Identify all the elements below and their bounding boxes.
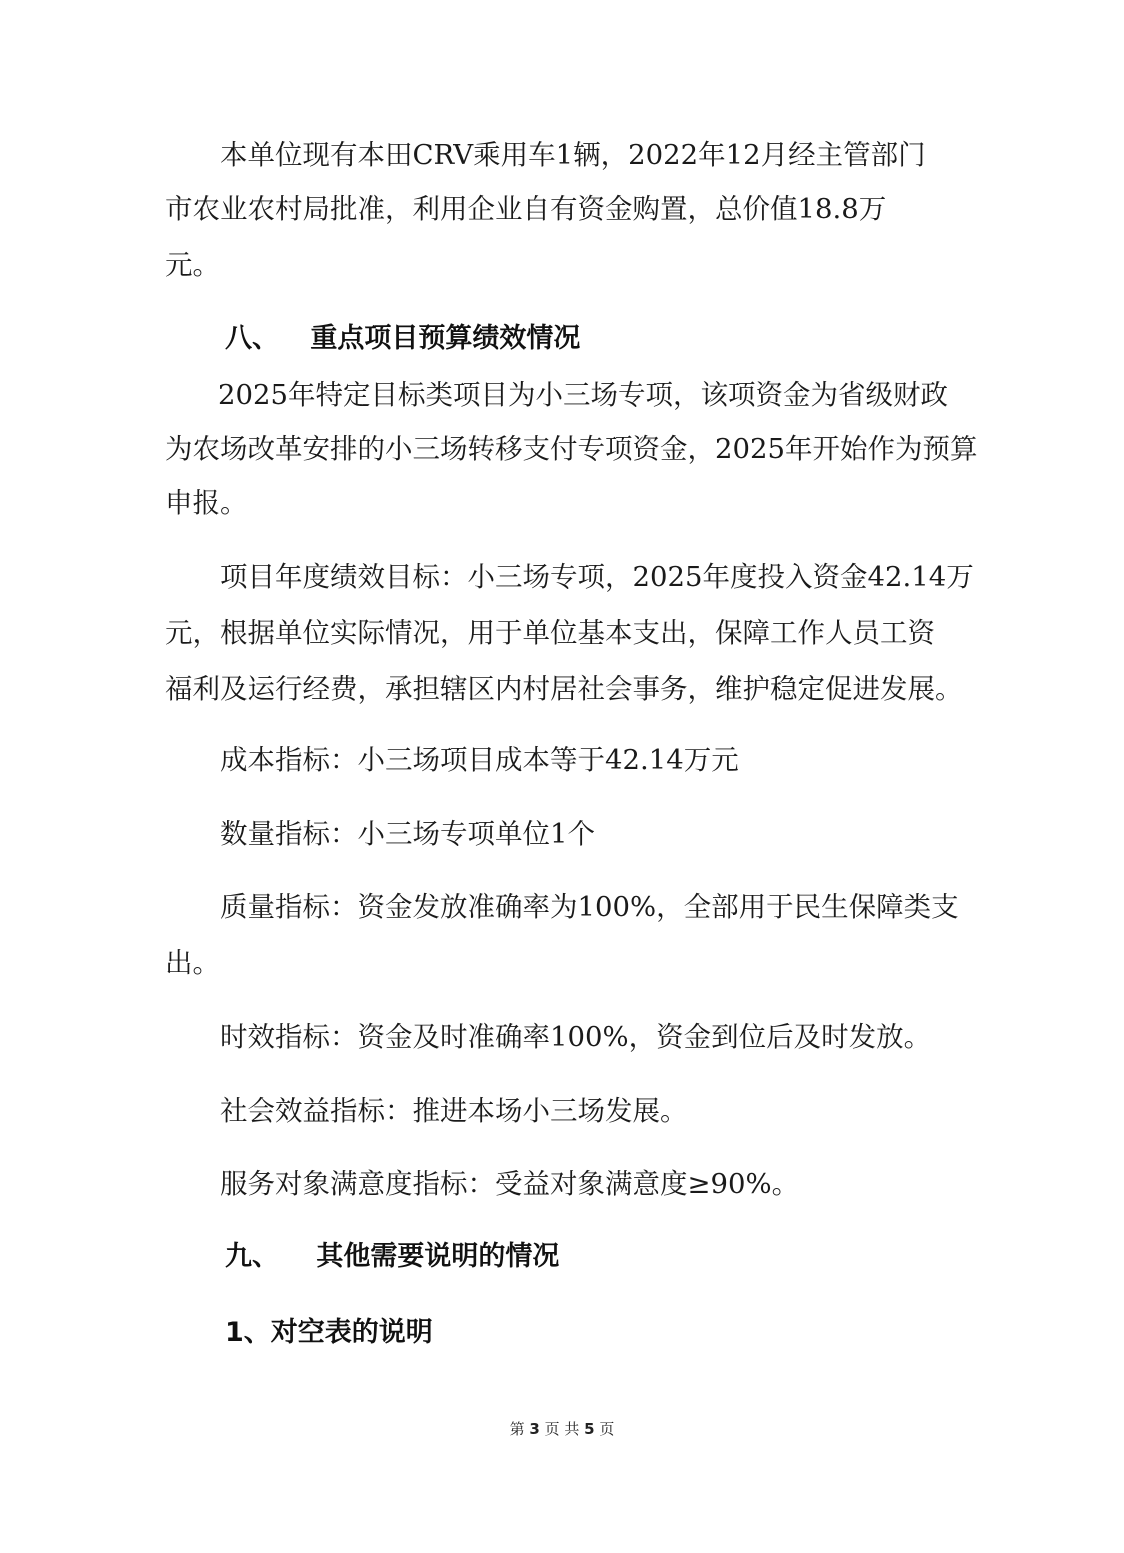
footer-suffix: 页 (599, 1420, 615, 1438)
satisfaction-indicator: 服务对象满意度指标：受益对象满意度≥90%。 (220, 1168, 800, 1200)
section-9-heading (225, 1240, 559, 1274)
footer-current-page: 3 (529, 1420, 540, 1438)
annual-goal-line-2: 元，根据单位实际情况，用于单位基本支出，保障工作人员工资 (165, 617, 935, 649)
page-footer (0, 1419, 1124, 1439)
vehicle-paragraph-line-3: 元。 (165, 249, 220, 281)
quantity-indicator: 数量指标：小三场专项单位1个 (220, 818, 595, 850)
cost-indicator: 成本指标：小三场项目成本等于42.14万元 (220, 744, 739, 776)
timeliness-indicator: 时效指标：资金及时准确率100%，资金到位后及时发放。 (220, 1021, 932, 1053)
quality-indicator-line-1: 质量指标：资金发放准确率为100%，全部用于民生保障类支 (220, 891, 959, 923)
section-9-title: 其他需要说明的情况 (316, 1241, 560, 1272)
section-8-number: 八、 (225, 323, 279, 354)
project-intro-line-2: 为农场改革安排的小三场转移支付专项资金，2025年开始作为预算 (165, 433, 978, 465)
section-9-number: 九、 (225, 1241, 279, 1272)
vehicle-paragraph-line-1: 本单位现有本田CRV乘用车1辆，2022年12月经主管部门 (220, 139, 926, 171)
footer-middle: 页 共 (544, 1420, 580, 1438)
annual-goal-line-1: 项目年度绩效目标：小三场专项，2025年度投入资金42.14万 (220, 561, 974, 593)
footer-total-pages: 5 (584, 1420, 595, 1438)
annual-goal-line-3: 福利及运行经费，承担辖区内村居社会事务，维护稳定促进发展。 (165, 673, 963, 705)
section-8-title: 重点项目预算绩效情况 (310, 323, 581, 354)
vehicle-paragraph-line-2: 市农业农村局批准，利用企业自有资金购置，总价值18.8万 (165, 193, 887, 225)
project-intro-line-3: 申报。 (165, 487, 248, 519)
social-benefit-indicator: 社会效益指标：推进本场小三场发展。 (220, 1095, 688, 1127)
section-8-heading (225, 322, 580, 356)
subsection-1-heading: 1、对空表的说明 (225, 1317, 433, 1348)
project-intro-line-1: 2025年特定目标类项目为小三场专项，该项资金为省级财政 (218, 379, 948, 411)
footer-prefix: 第 (509, 1420, 525, 1438)
quality-indicator-line-2: 出。 (165, 947, 220, 979)
